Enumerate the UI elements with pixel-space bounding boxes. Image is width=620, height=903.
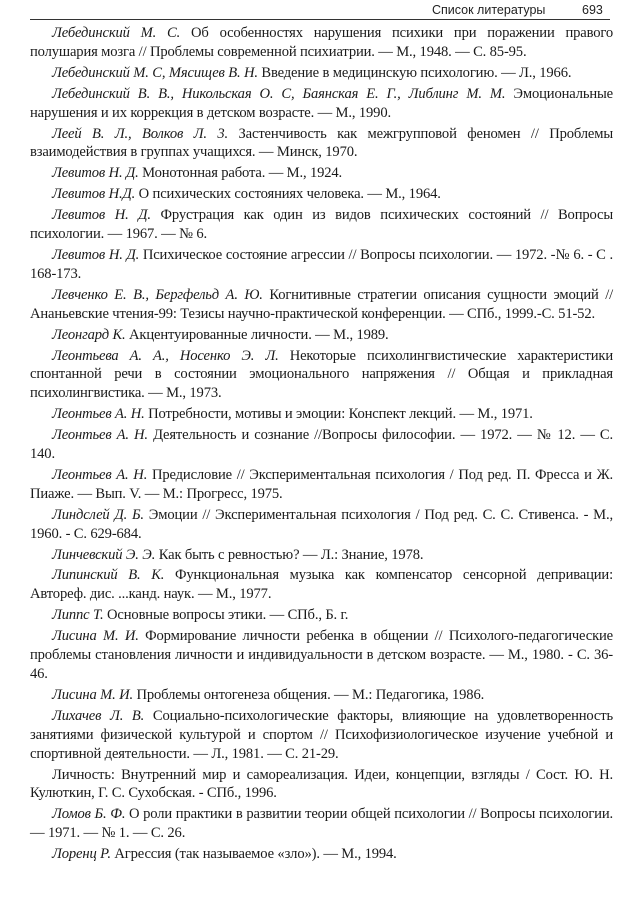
entry-reference: Фрустрация как один из видов психических состояний // Вопросы психологии. — 1967. — № 6.: [30, 207, 613, 243]
bibliography-entry: [30, 627, 613, 684]
bibliography-entry: [30, 206, 613, 244]
entry-reference: Социально-психологические факторы, влияющие на удовлетворенность занятиями физической культурой и спортом // Психофизиологическое изучение учебной и спортивной деятельности. — Л., 1981. — С. 21-29.: [30, 707, 613, 762]
bibliography-entry: [30, 24, 613, 62]
entry-author: Линчевский Э. Э.: [52, 546, 156, 563]
entry-author: Лихачев Л. В.: [52, 707, 145, 724]
entry-author: Лисина М. И.: [52, 628, 139, 645]
entry-reference: Об особенностях нарушения психики при поражении правого полушария мозга // Проблемы современной психиатрии. — М., 1948. — С. 85-95.: [30, 25, 614, 60]
entry-author: Левитов Н. Д.: [52, 246, 140, 263]
bibliography-list: [30, 24, 613, 866]
entry-reference: Проблемы онтогенеза общения. — М.: Педагогика, 1986.: [136, 686, 485, 703]
entry-author: Леей В. Л., Волков Л. 3.: [52, 125, 229, 142]
entry-reference: Агрессия (так называемое «зло»). — М., 1994.: [114, 846, 397, 863]
bibliography-entry: [30, 85, 613, 123]
bibliography-entry: [30, 466, 613, 504]
entry-author: Лебединский М. С.: [52, 25, 181, 41]
entry-author: Лисина М. И.: [52, 686, 133, 703]
entry-author: Ломов Б. Ф.: [52, 806, 126, 823]
entry-reference: О психических состояниях человека. — М., 1964.: [138, 186, 441, 203]
entry-author: Левитов Н.Д.: [52, 186, 136, 203]
running-header-title: Список литературы: [432, 3, 546, 17]
entry-author: Левченко Е. В., Бергфельд А. Ю.: [52, 286, 263, 303]
bibliography-entry: [30, 426, 613, 464]
entry-author: Левитов Н. Д.: [52, 165, 139, 182]
entry-author: Линдслей Д. Б.: [52, 506, 144, 523]
page-number: 693: [582, 3, 603, 17]
bibliography-entry: [30, 326, 613, 345]
entry-author: Липпс Т.: [52, 607, 104, 624]
entry-reference: О роли практики в развитии теории общей психологии // Вопросы психологии. — 1971. — № 1. — С. 26.: [30, 806, 613, 842]
bibliography-entry: [30, 286, 613, 324]
entry-reference: Потребности, мотивы и эмоции: Конспект лекций. — М., 1971.: [148, 406, 533, 423]
bibliography-entry: [30, 805, 613, 843]
bibliography-entry: [30, 606, 613, 625]
bibliography-entry: [30, 766, 613, 804]
bibliography-entry: [30, 546, 613, 565]
entry-reference: Предисловие // Экспериментальная психология / Под ред. П. Фресса и Ж. Пиаже. — Вып. V. — М.: Прогресс, 1975.: [30, 466, 613, 502]
entry-reference: Как быть с ревностью? — Л.: Знание, 1978.: [158, 546, 424, 563]
entry-author: Левитов Н. Д.: [52, 207, 151, 224]
entry-author: Леонгард К.: [52, 326, 126, 343]
entry-reference: Деятельность и сознание //Вопросы философии. — 1972. — № 12. — С. 140.: [30, 427, 613, 463]
bibliography-entry: [30, 506, 613, 544]
entry-author: Лебединский В. В., Никольская О. С, Баянская Е. Г., Либлинг М. М.: [52, 85, 506, 102]
bibliography-entry: [30, 845, 613, 864]
entry-author: Леонтьев А. Н.: [52, 406, 145, 423]
header-rule: [30, 19, 610, 20]
entry-author: Лебединский М. С, Мясищев В. Н.: [52, 64, 258, 81]
entry-reference: Функциональная музыка как компенсатор сенсорной депривации: Автореф. дис. ...канд. наук. — М., 1977.: [30, 567, 613, 603]
entry-author: Леонтьев А. Н.: [52, 427, 148, 444]
bibliography-entry: [30, 405, 613, 424]
entry-reference: Основные вопросы этики. — СПб., Б. г.: [107, 607, 349, 624]
entry-reference: Личность: Внутренний мир и самореализация. Идеи, концепции, взгляды / Сост. Ю. Н. Кулюткин, Г. С. Сухобская. - СПб., 1996.: [30, 766, 613, 802]
entry-author: Липинский В. К.: [52, 567, 165, 584]
bibliography-entry: [30, 707, 613, 764]
entry-reference: Психическое состояние агрессии // Вопросы психологии. — 1972. -№ 6. - С . 168-173.: [30, 246, 613, 282]
entry-reference: Введение в медицинскую психологию. — Л., 1966.: [261, 64, 572, 81]
bibliography-entry: [30, 125, 613, 163]
entry-reference: Акцентуированные личности. — М., 1989.: [129, 326, 389, 343]
bibliography-entry: [30, 246, 613, 284]
entry-reference: Некоторые психолингвистические характеристики спонтанной речи в состоянии эмоционального напряжения // Общая и прикладная психолингвистика. — М., 1973.: [30, 347, 614, 402]
entry-reference: Застенчивость как межгрупповой феномен // Проблемы взаимодействия в группах учащихся. — Минск, 1970.: [30, 125, 614, 161]
bibliography-entry: [30, 686, 613, 705]
entry-author: Леонтьева А. А., Носенко Э. Л.: [52, 347, 279, 364]
entry-reference: Монотонная работа. — М., 1924.: [142, 165, 343, 182]
entry-reference: Эмоциональные нарушения и их коррекция в детском возрасте. — М., 1990.: [30, 85, 614, 121]
entry-reference: Эмоции // Экспериментальная психология / Под ред. С. С. Стивенса. - М., 1960. - С. 629-684.: [30, 506, 614, 542]
page-header: [0, 0, 620, 22]
entry-author: Лоренц Р.: [52, 846, 111, 863]
bibliography-entry: [30, 64, 613, 83]
entry-reference: Когнитивные стратегии описания сущности эмоций // Ананьевские чтения-99: Тезисы научно-практической конференции. — СПб., 1999.-С. 51-52.: [30, 286, 614, 322]
bibliography-entry: [30, 164, 613, 183]
entry-author: Леонтьев А. Н.: [52, 466, 148, 483]
bibliography-entry: [30, 347, 613, 404]
entry-reference: Формирование личности ребенка в общении // Психолого-педагогические проблемы становления личности и индивидуальности в детском возрасте. — М., 1980. - С. 36-46.: [30, 628, 613, 682]
bibliography-entry: [30, 566, 613, 604]
bibliography-entry: [30, 185, 613, 204]
